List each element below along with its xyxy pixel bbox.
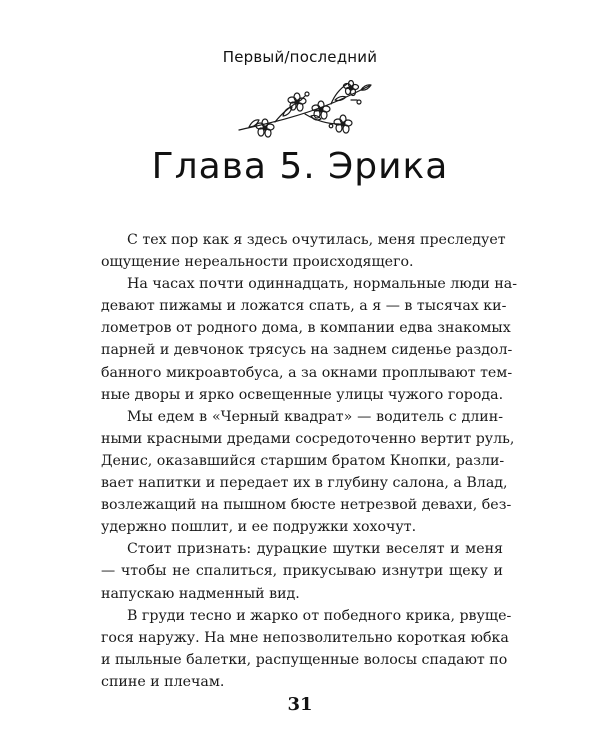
running-header: Первый/последний: [222, 48, 378, 66]
paragraph: [101, 273, 518, 406]
text-line: С тех пор как я здесь очутилась, меня преследует: [127, 232, 506, 248]
chapter-title: Глава 5. Эрика: [151, 146, 449, 187]
text-line: Стоит признать: дурацкие шутки веселят и меня: [127, 541, 503, 558]
text-line: ощущение нереальности происходящего.: [101, 254, 414, 271]
text-line: возлежащий на пышном бюсте нетрезвой девахи, без-: [101, 497, 512, 514]
text-line: парней и девчонок трясусь на заднем сиденье раздол-: [101, 342, 513, 359]
text-line: На часах почти одиннадцать, нормальные люди на-: [127, 276, 518, 293]
text-line: лометров от родного дома, в компании едва знакомых: [101, 320, 511, 337]
text-line: удержно пошлит, и ее подружки хохочут.: [101, 519, 417, 536]
text-line: банного микроавтобуса, а за окнами проплывают тем-: [101, 364, 513, 381]
text-line: спине и плечам.: [101, 673, 225, 690]
text-line: В груди тесно и жарко от победного крика, рвуще-: [127, 607, 512, 624]
text-line: Денис, оказавшийся старшим братом Кнопки, разли-: [101, 452, 505, 469]
text-line: ные дворы и ярко освещенные улицы чужого города.: [101, 386, 504, 403]
chapter-body: [101, 229, 518, 693]
text-line: девают пижамы и ложатся спать, а я — в тысячах ки-: [101, 298, 507, 315]
text-line: гося наружу. На мне непозволительно короткая юбка: [101, 629, 509, 646]
paragraph: [101, 406, 515, 539]
text-line: и пыльные балетки, распущенные волосы спадают по: [101, 651, 508, 668]
text-line: напускаю надменный вид.: [101, 585, 300, 602]
paragraph: [101, 605, 512, 693]
paragraph: [101, 538, 503, 604]
text-line: Мы едем в «Черный квадрат» — водитель с длин-: [127, 408, 503, 425]
text-line: — чтобы не спалиться, прикусываю изнутри щеку и: [101, 563, 503, 580]
cherry-blossom-branch-icon: [235, 80, 375, 138]
page-number: 31: [287, 694, 313, 715]
text-line: ными красными дредами сосредоточенно вертит руль,: [101, 430, 515, 447]
paragraph: [101, 229, 506, 273]
text-line: вает напитки и передает их в глубину салона, а Влад,: [101, 475, 508, 492]
